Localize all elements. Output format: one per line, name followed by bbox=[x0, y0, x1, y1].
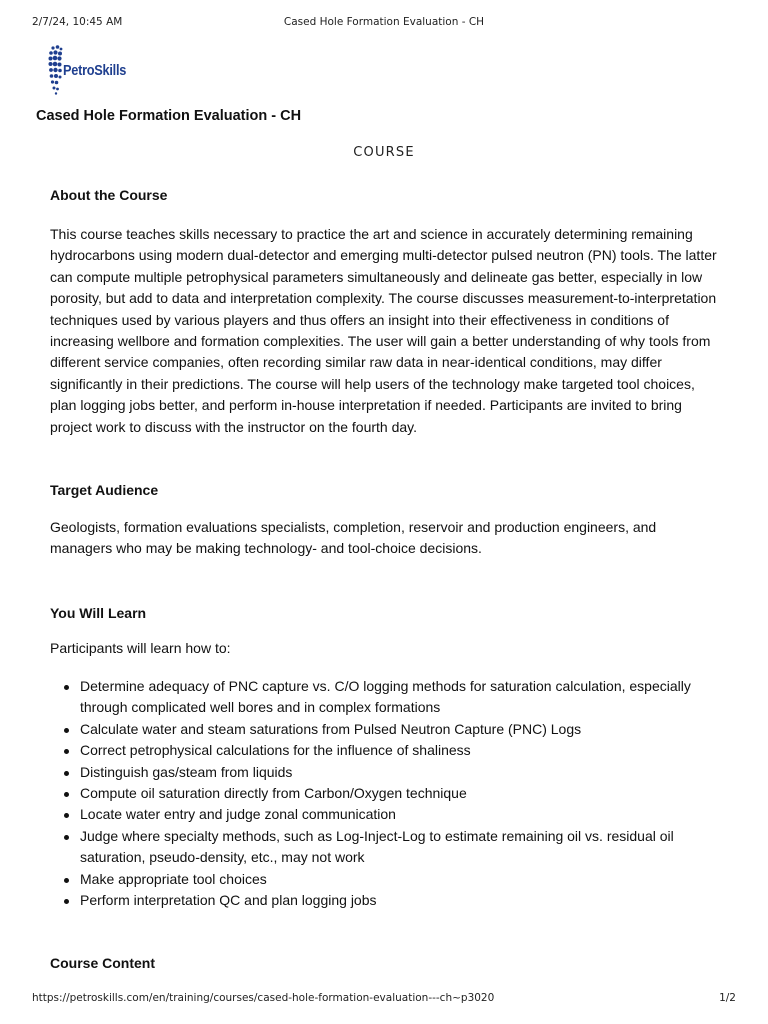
print-page-title: Cased Hole Formation Evaluation - CH bbox=[283, 16, 485, 28]
learn-intro: Participants will learn how to: bbox=[50, 640, 231, 656]
page-url-link[interactable]: https://petroskills.com/en/training/courses/cased-hole-formation-evaluation---ch~p3020 bbox=[32, 992, 495, 1004]
list-item: Judge where specialty methods, such as Log-Inject-Log to estimate remaining oil vs. residual oil saturation, pseudo-density, etc., may not work bbox=[50, 826, 720, 869]
about-heading: About the Course bbox=[50, 187, 168, 203]
logo-dots-icon bbox=[48, 44, 64, 96]
print-datetime: 2/7/24, 10:45 AM bbox=[32, 16, 123, 28]
list-item: Locate water entry and judge zonal communication bbox=[50, 804, 720, 825]
learn-list bbox=[50, 676, 720, 911]
page-number: 1/2 bbox=[719, 992, 736, 1004]
list-item: Determine adequacy of PNC capture vs. C/O logging methods for saturation calculation, especially through complicated well bores and in complex formations bbox=[50, 676, 720, 719]
list-item: Perform interpretation QC and plan logging jobs bbox=[50, 890, 720, 911]
list-item: Correct petrophysical calculations for the influence of shaliness bbox=[50, 740, 720, 761]
course-content-heading: Course Content bbox=[50, 955, 155, 971]
list-item: Make appropriate tool choices bbox=[50, 869, 720, 890]
list-item: Compute oil saturation directly from Carbon/Oxygen technique bbox=[50, 783, 720, 804]
print-header bbox=[32, 16, 736, 32]
print-footer bbox=[32, 992, 736, 1008]
petroskills-logo[interactable] bbox=[48, 44, 148, 96]
audience-heading: Target Audience bbox=[50, 482, 159, 498]
about-paragraph: This course teaches skills necessary to practice the art and science in accurately determining remaining hydrocarbons using modern dual-detector and emerging multi-detector pulsed neutron (PN) tools. The latter can compute multiple petrophysical parameters simultaneously and delineate gas better, especially in low porosity, but add to data and interpretation complexity. The course discusses measurement-to-interpretation techniques used by various players and thus offers an insight into their effectiveness in conditions of increasing wellbore and formation complexities. The user will gain a better understanding of why tools from different service companies, often recording similar raw data in near-identical conditions, may differ significantly in their predictions. The course will help users of the technology make targeted tool choices, plan logging jobs better, and perform in-house interpretation if needed. Participants are invited to bring project work to discuss with the instructor on the fourth day. bbox=[50, 226, 717, 435]
course-kicker: COURSE bbox=[353, 145, 415, 160]
list-item: Distinguish gas/steam from liquids bbox=[50, 762, 720, 783]
document-title: Cased Hole Formation Evaluation - CH bbox=[36, 108, 302, 124]
audience-paragraph: Geologists, formation evaluations specialists, completion, reservoir and production engineers, and managers who may be making technology- and tool-choice decisions. bbox=[50, 519, 657, 557]
list-item: Calculate water and steam saturations from Pulsed Neutron Capture (PNC) Logs bbox=[50, 719, 720, 740]
learn-heading: You Will Learn bbox=[50, 605, 147, 621]
logo-wordmark: PetroSkills bbox=[63, 63, 127, 79]
